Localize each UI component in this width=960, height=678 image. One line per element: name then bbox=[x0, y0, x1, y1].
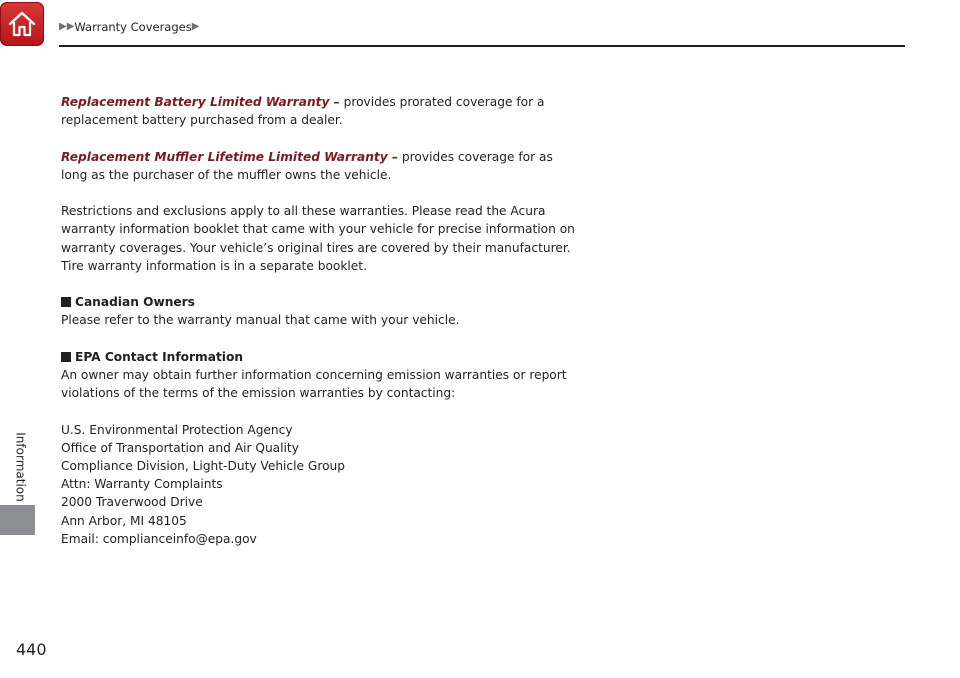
restrictions-paragraph: Restrictions and exclusions apply to all these warranties. Please read the Acura warranty information booklet that came with your vehicle for precise information on warranty coverages. Your vehicle’s original tires are covered by their manufacturer. Tire warranty information is in a separate booklet. bbox=[61, 204, 575, 273]
header-divider bbox=[59, 45, 905, 47]
muffler-warranty-paragraph bbox=[61, 148, 581, 184]
address-line: U.S. Environmental Protection Agency bbox=[61, 422, 293, 437]
section-bullet-icon bbox=[61, 297, 71, 307]
canadian-owners-text: Please refer to the warranty manual that came with your vehicle. bbox=[61, 313, 460, 328]
breadcrumb bbox=[59, 20, 199, 34]
page-number: 440 bbox=[16, 640, 47, 659]
breadcrumb-arrow-icon: ▶▶ bbox=[59, 21, 75, 32]
section-tab-label: Information bbox=[14, 432, 28, 502]
breadcrumb-arrow-icon: ▶ bbox=[191, 21, 200, 32]
address-line: Attn: Warranty Complaints bbox=[61, 477, 223, 492]
muffler-warranty-text: provides coverage for as long as the purchaser of the muffler owns the vehicle. bbox=[61, 149, 553, 182]
muffler-warranty-title: Replacement Muffler Lifetime Limited Warranty – bbox=[61, 149, 399, 164]
main-content bbox=[61, 93, 581, 548]
address-line: Ann Arbor, MI 48105 bbox=[61, 513, 187, 528]
battery-warranty-text: provides prorated coverage for a replacement battery purchased from a dealer. bbox=[61, 95, 545, 128]
home-button[interactable] bbox=[0, 2, 44, 46]
address-line: Office of Transportation and Air Quality bbox=[61, 440, 299, 455]
battery-warranty-title: Replacement Battery Limited Warranty – bbox=[61, 95, 340, 109]
email-address: Email: complianceinfo@epa.gov bbox=[61, 531, 257, 546]
breadcrumb-link[interactable]: Warranty Coverages bbox=[74, 20, 192, 34]
address-line: 2000 Traverwood Drive bbox=[61, 495, 203, 510]
section-bullet-icon bbox=[61, 352, 71, 362]
epa-contact-heading: EPA Contact Information bbox=[61, 348, 581, 366]
home-icon bbox=[7, 10, 37, 38]
battery-warranty-paragraph bbox=[61, 93, 581, 129]
epa-address-block bbox=[61, 421, 581, 548]
epa-contact-text: An owner may obtain further information concerning emission warranties or report violations of the terms of the emission warranties by contacting: bbox=[61, 367, 567, 401]
address-line: Compliance Division, Light-Duty Vehicle Group bbox=[61, 458, 345, 473]
section-tab-marker bbox=[0, 505, 35, 535]
canadian-owners-heading: Canadian Owners bbox=[61, 293, 581, 311]
